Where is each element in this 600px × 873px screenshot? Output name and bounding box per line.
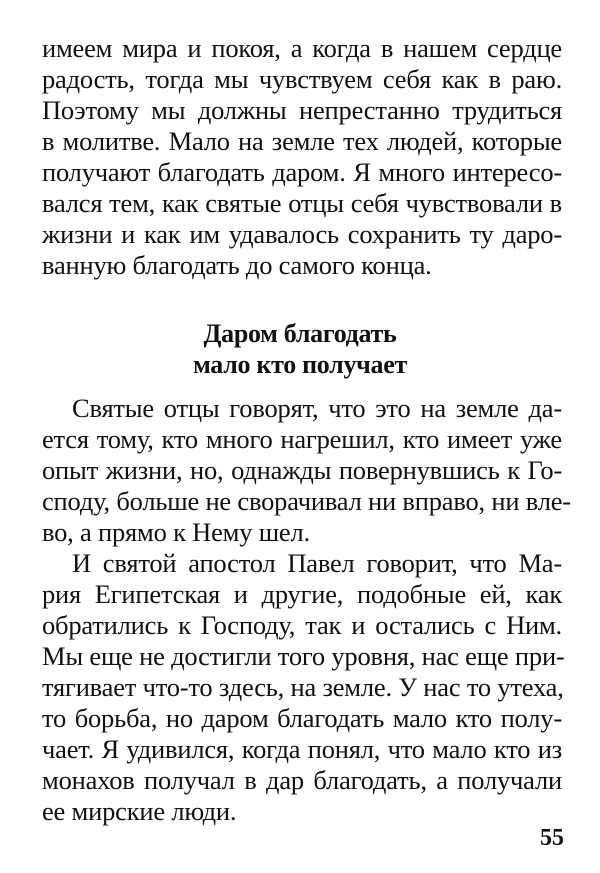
text-line: обратились к Господу, так и остались с Ним. xyxy=(42,610,562,640)
text-line: то борьба, но даром благодать мало кто полу- xyxy=(42,703,562,733)
text-line: монахов получал в дар благодать, а получали xyxy=(42,765,562,795)
text-line: ется тому, кто много нагрешил, кто имеет уже xyxy=(42,424,562,454)
text-line: рия Египетская и другие, подобные ей, как xyxy=(42,579,562,609)
text-line: имеем мира и покоя, а когда в нашем сердце xyxy=(42,33,562,63)
text-line: Святые отцы говорят, что это на земле да- xyxy=(72,393,562,423)
text-line: Мы еще не достигли того уровня, нас еще при- xyxy=(42,641,565,671)
text-line: споду, больше не сворачивал ни вправо, ни вле- xyxy=(42,486,571,516)
text-line: Поэтому мы должны непрестанно трудиться xyxy=(42,95,562,125)
text-line: ванную благодать до самого конца. xyxy=(42,250,432,280)
text-line: тягивает что-то здесь, на земле. У нас то утеха, xyxy=(42,672,564,702)
heading-line: Даром благодать xyxy=(203,319,397,348)
text-line: радость, тогда мы чувствуем себя как в раю. xyxy=(42,64,562,94)
text-line: во, а прямо к Нему шел. xyxy=(42,517,310,547)
text-line: И святой апостол Павел говорит, что Ма- xyxy=(72,548,562,578)
text-line: опыт жизни, но, однажды повернувшись к Го- xyxy=(42,455,562,485)
text-line: чает. Я удивился, когда понял, что мало кто из xyxy=(42,734,562,764)
page-number: 55 xyxy=(540,825,564,851)
text-line: получают благодать даром. Я много интересо- xyxy=(42,157,562,187)
text-line: вался тем, как святые отцы себя чувствовали в xyxy=(42,188,562,218)
text-line: ее мирские люди. xyxy=(42,796,237,826)
heading-line: мало кто получает xyxy=(193,350,407,379)
text-line: жизни и как им удавалось сохранить ту даро- xyxy=(42,219,562,249)
text-line: в молитве. Мало на земле тех людей, которые xyxy=(42,126,562,156)
